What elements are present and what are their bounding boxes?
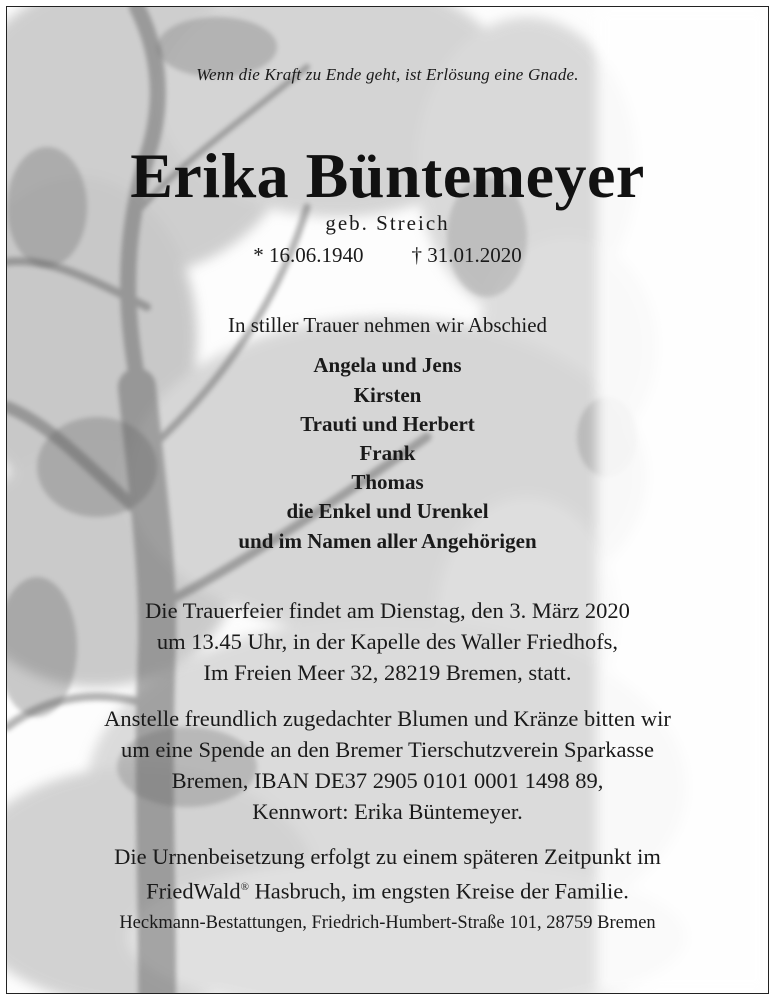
deceased-name: Erika Büntemeyer [130, 140, 645, 211]
donation-line: Bremen, IBAN DE37 2905 0101 0001 1498 89, [171, 768, 604, 793]
ceremony-line: Im Freien Meer 32, 28219 Bremen, statt. [203, 660, 572, 685]
mourner-line: Thomas [351, 470, 424, 494]
burial-line [7, 872, 768, 907]
ceremony-line: um 13.45 Uhr, in der Kapelle des Waller Friedhofs, [156, 629, 619, 654]
mourner-line: Angela und Jens [313, 353, 462, 377]
notice-text [7, 7, 768, 993]
donation-line: Kennwort: Erika Büntemeyer. [252, 799, 523, 824]
birth-date: * 16.06.1940 [253, 243, 364, 267]
maiden-name: geb. Streich [325, 211, 450, 235]
friedwald-brand: FriedWald [146, 878, 241, 904]
mourner-line: und im Namen aller Angehörigen [238, 529, 537, 553]
obituary-notice [6, 6, 769, 994]
burial-location: Hasbruch, im engsten Kreise der Familie. [248, 878, 629, 904]
donation-line: Anstelle freundlich zugedachter Blumen und Kränze bitten wir [104, 706, 671, 731]
death-date: † 31.01.2020 [411, 243, 522, 267]
undertaker-address: Heckmann-Bestattungen, Friedrich-Humbert-Straße 101, 28759 Bremen [119, 913, 656, 933]
motto: Wenn die Kraft zu Ende geht, ist Erlösung eine Gnade. [196, 65, 579, 84]
registered-mark: ® [240, 881, 249, 893]
mourner-line: Kirsten [353, 383, 422, 407]
mourner-line: Frank [359, 441, 416, 465]
life-dates [7, 243, 768, 268]
donation-line: um eine Spende an den Bremer Tierschutzverein Sparkasse [121, 737, 654, 762]
ceremony-line: Die Trauerfeier findet am Dienstag, den 3. März 2020 [145, 598, 630, 623]
mourning-intro: In stiller Trauer nehmen wir Abschied [227, 313, 548, 337]
burial-line: Die Urnenbeisetzung erfolgt zu einem späteren Zeitpunkt im [114, 844, 661, 869]
mourner-line: Trauti und Herbert [300, 412, 475, 436]
mourner-line: die Enkel und Urenkel [286, 499, 489, 523]
